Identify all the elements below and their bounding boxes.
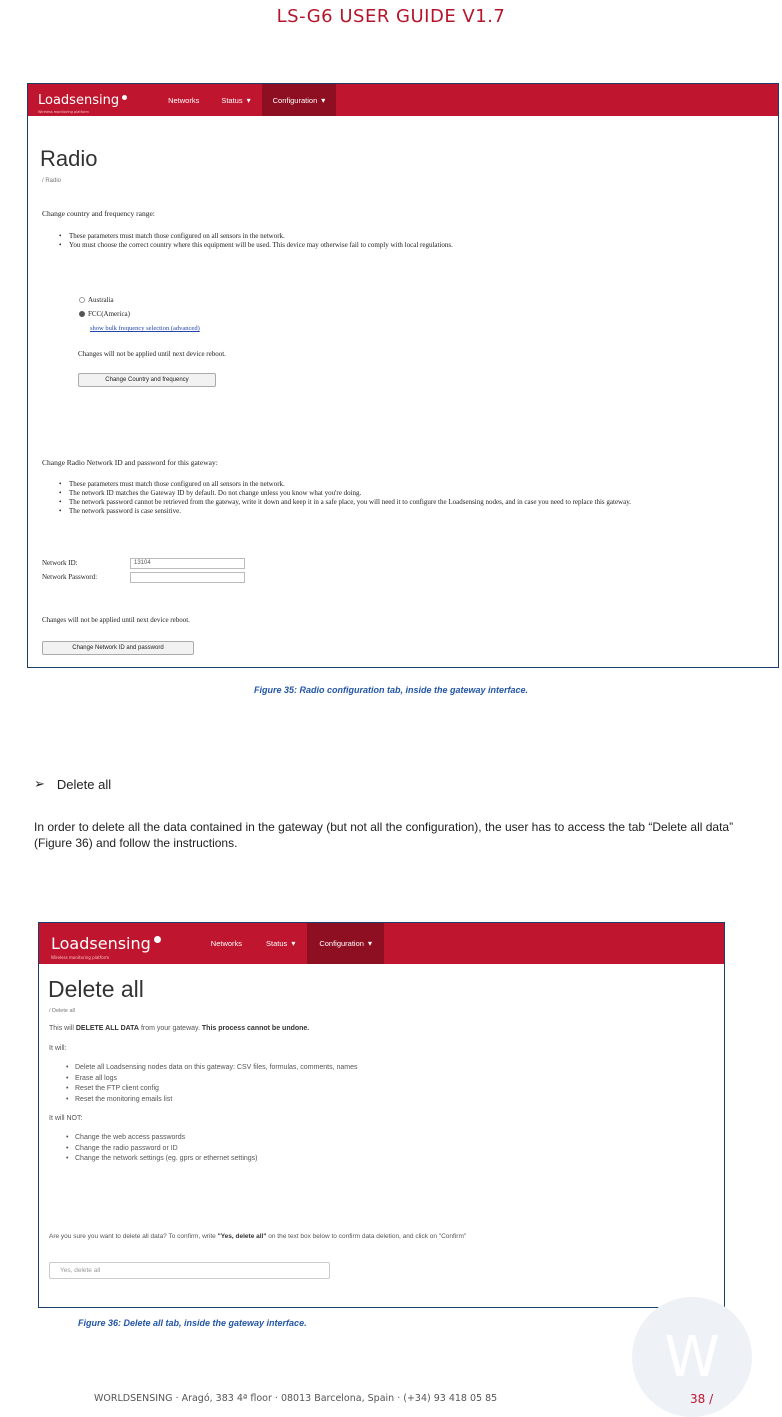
change-country-button[interactable]: Change Country and frequency bbox=[78, 373, 216, 387]
nav-status[interactable] bbox=[210, 84, 261, 116]
section-title: Change Radio Network ID and password for this gateway: bbox=[42, 458, 218, 467]
document-title: LS-G6 USER GUIDE V1.7 bbox=[276, 6, 506, 27]
list-item: • Reset the FTP client config bbox=[66, 1084, 357, 1095]
nav-configuration[interactable] bbox=[262, 84, 337, 116]
nav-networks[interactable]: Networks bbox=[210, 939, 243, 948]
nav-status-label: Status bbox=[266, 939, 288, 948]
footer-text: WORLDSENSING · Aragó, 383 4ª floor · 08013 Barcelona, Spain · (+34) 93 418 05 85 bbox=[94, 1393, 498, 1404]
arrow-bullet-icon: ➢ bbox=[34, 776, 45, 791]
navbar bbox=[28, 84, 778, 116]
warning-bold: This process cannot be undone. bbox=[201, 1025, 310, 1032]
advanced-frequency-link[interactable]: show bulk frequency selection (advanced) bbox=[90, 325, 200, 332]
confirm-input[interactable]: Yes, delete all bbox=[49, 1262, 330, 1279]
radio-screenshot bbox=[27, 83, 779, 668]
radio-label: FCC(America) bbox=[88, 310, 130, 318]
section-title: Change country and frequency range: bbox=[42, 209, 155, 218]
list-item: • Change the radio password or ID bbox=[66, 1144, 258, 1155]
section-heading-text: Delete all bbox=[56, 776, 112, 792]
brand-name: Loadsensing bbox=[38, 92, 120, 108]
list-item: • The network password cannot be retrieved from the gateway, write it down and keep it in a safe place, you will need it to configure the Loadsensing nodes, and in case you need to replace this gateway. bbox=[59, 498, 631, 507]
will-list bbox=[66, 1063, 357, 1105]
nav-status-label: Status bbox=[221, 95, 243, 105]
nav-networks[interactable]: Networks bbox=[168, 95, 200, 105]
page-title: Delete all bbox=[48, 976, 144, 1002]
list-item: • Change the web access passwords bbox=[66, 1133, 258, 1144]
nav-configuration[interactable] bbox=[307, 923, 384, 964]
list-item: • Reset the monitoring emails list bbox=[66, 1095, 357, 1106]
radio-checked-icon bbox=[79, 311, 85, 317]
list-item: • The network ID matches the Gateway ID by default. Do not change unless you know what you're doing. bbox=[59, 489, 631, 498]
bullet-list bbox=[59, 480, 631, 516]
brand-tagline: Wireless monitoring platform bbox=[38, 109, 89, 114]
page-number: 38 / bbox=[690, 1392, 714, 1406]
will-not-label: It will NOT: bbox=[49, 1115, 83, 1122]
page-title: Radio bbox=[40, 146, 98, 171]
delete-all-screenshot bbox=[38, 922, 725, 1308]
list-item: • You must choose the correct country where this equipment will be used. This device may otherwise fail to comply with local regulations. bbox=[59, 241, 453, 250]
brand-dot-icon bbox=[122, 95, 127, 100]
caret-down-icon: ▾ bbox=[321, 95, 326, 105]
brand-logo[interactable] bbox=[38, 92, 127, 114]
radio-label: Australia bbox=[88, 296, 114, 304]
reboot-note: Changes will not be applied until next device reboot. bbox=[78, 350, 226, 358]
network-password-label: Network Password: bbox=[42, 573, 98, 581]
warning-mid: from your gateway. bbox=[140, 1025, 200, 1032]
figure-caption: Figure 36: Delete all tab, inside the gateway interface. bbox=[78, 1318, 307, 1328]
body-paragraph: In order to delete all the data contained in the gateway (but not all the configuration), the user has to access the tab “Delete all data” (Figure 36) and follow the instructions. bbox=[34, 820, 734, 850]
will-not-list bbox=[66, 1133, 258, 1165]
radio-fcc[interactable] bbox=[79, 310, 130, 318]
change-network-button[interactable]: Change Network ID and password bbox=[42, 641, 194, 655]
reboot-note: Changes will not be applied until next device reboot. bbox=[42, 616, 190, 624]
confirm-instructions bbox=[49, 1233, 466, 1240]
watermark-logo-icon: W bbox=[632, 1297, 752, 1417]
radio-australia[interactable] bbox=[79, 296, 114, 304]
list-item: • The network password is case sensitive. bbox=[59, 507, 631, 516]
list-item: • These parameters must match those configured on all sensors in the network. bbox=[59, 232, 453, 241]
confirm-bold: "Yes, delete all" bbox=[217, 1233, 267, 1240]
network-password-input[interactable] bbox=[130, 572, 245, 583]
navbar bbox=[39, 923, 724, 964]
caret-down-icon: ▾ bbox=[367, 939, 372, 948]
breadcrumb: / Radio bbox=[42, 178, 62, 184]
caret-down-icon: ▾ bbox=[246, 95, 251, 105]
network-id-label: Network ID: bbox=[42, 559, 78, 567]
caret-down-icon: ▾ bbox=[291, 939, 296, 948]
list-item: • Delete all Loadsensing nodes data on this gateway: CSV files, formulas, comments, names bbox=[66, 1063, 357, 1074]
nav-status[interactable] bbox=[254, 923, 307, 964]
warning-text bbox=[49, 1025, 309, 1032]
warning-pre: This will bbox=[49, 1025, 74, 1032]
brand-tagline: Wireless monitoring platform bbox=[51, 955, 110, 960]
list-item: • Erase all logs bbox=[66, 1074, 357, 1085]
network-id-input[interactable]: 13104 bbox=[130, 558, 245, 569]
brand-dot-icon bbox=[154, 936, 161, 943]
radio-icon bbox=[79, 297, 85, 303]
warning-bold: DELETE ALL DATA bbox=[75, 1025, 139, 1032]
nav-configuration-label: Configuration bbox=[319, 939, 364, 948]
bullet-list bbox=[59, 232, 453, 250]
confirm-post: on the text box below to confirm data deletion, and click on "Confirm" bbox=[268, 1233, 467, 1240]
section-heading bbox=[34, 776, 111, 792]
breadcrumb: / Delete all bbox=[49, 1008, 75, 1014]
nav-configuration-label: Configuration bbox=[272, 95, 318, 105]
brand-name: Loadsensing bbox=[51, 934, 151, 953]
brand-logo[interactable] bbox=[51, 934, 161, 960]
confirm-pre: Are you sure you want to delete all data? To confirm, write bbox=[49, 1233, 216, 1240]
will-label: It will: bbox=[49, 1045, 67, 1052]
list-item: • These parameters must match those configured on all sensors in the network. bbox=[59, 480, 631, 489]
figure-caption: Figure 35: Radio configuration tab, inside the gateway interface. bbox=[253, 685, 529, 695]
list-item: • Change the network settings (eg. gprs or ethernet settings) bbox=[66, 1154, 258, 1165]
